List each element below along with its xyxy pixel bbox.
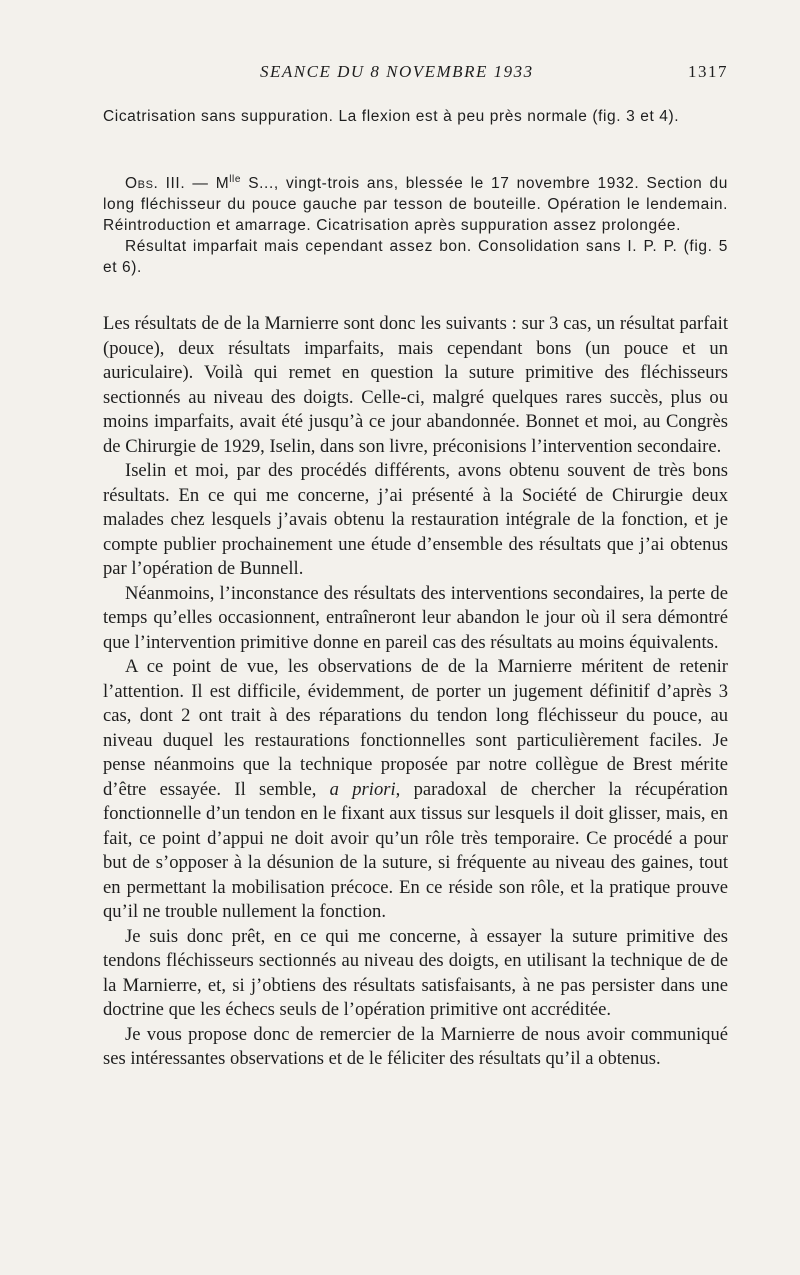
patient-sup: lle bbox=[229, 174, 242, 185]
paragraph-6: Je vous propose donc de remercier de la Marnierre de nous avoir communiqué ses intéressantes observations et de le féliciter des résultats qu’il a obtenus. bbox=[103, 1023, 728, 1069]
header-title: SEANCE DU 8 NOVEMBRE 1933 bbox=[260, 62, 534, 81]
paragraph-2: Iselin et moi, par des procédés différents, avons obtenu souvent de très bons résultats. En ce qui me concerne, j’ai présenté à la Société de Chirurgie deux malades chez lesquels j’avais obtenu la restauration intégrale de la fonction, et je compte publier prochainement une étude d’ensemble des résultats que j’ai obtenus par l’opération de Bunnell. bbox=[103, 460, 728, 579]
running-header bbox=[100, 62, 728, 86]
page-number: 1317 bbox=[688, 62, 728, 81]
paragraph-1: Les résultats de de la Marnierre sont donc les suivants : sur 3 cas, un résultat parfait (pouce), deux résultats imparfaits, mais cependant bons (un pouce et un auriculaire). Voilà qui remet en question la suture primitive des fléchisseurs sectionnés au niveau des doigts. Celle-ci, malgré quelques rares succès, plus ou moins imparfaits, avait été jusqu’à ce jour abandonnée. Bonnet et moi, au Congrès de Chirurgie de 1929, Iselin, dans son livre, préconisions l’intervention secondaire. bbox=[103, 313, 728, 457]
observation-label: Obs. III. bbox=[125, 175, 186, 193]
patient-prefix: M bbox=[215, 175, 230, 193]
observation-three-text bbox=[103, 169, 728, 236]
paragraph-3: Néanmoins, l’inconstance des résultats des interventions secondaires, la perte de temps qu’elles occasionnent, entraîneront leur abandon le jour où il sera démontré que l’intervention primitive donne en pareil cas des résultats au moins équivalents. bbox=[103, 582, 728, 653]
observation-dash: — bbox=[185, 175, 216, 193]
observation-result: Résultat imparfait mais cependant assez bon. Consolidation sans I. P. P. (fig. 5 et 6). bbox=[103, 238, 728, 277]
observation-line: Cicatrisation sans suppuration. La flexion est à peu près normale (fig. 3 et 4). bbox=[103, 108, 680, 125]
observation-three bbox=[103, 169, 728, 278]
paragraph-4-start: A ce point de vue, les observations de de la Marnierre méritent de retenir l’attention. Il est difficile, évidemment, de porter un jugement définitif d’après 3 cas, dont 2 ont trait à des réparations du tendon long fléchisseur du pouce, au niveau duquel les restaurations fonctionnelles sont particulièrement faciles. Je pense néanmoins que la technique proposée par notre collègue de Brest mérite d’être essayée. Il semble, bbox=[103, 656, 728, 800]
paragraph-4-italic: a priori bbox=[329, 778, 396, 800]
paragraph-4-end: , paradoxal de chercher la récupération fonctionnelle d’un tendon en le fixant aux tissus sur lesquels il doit glisser, mais, en fait, ce point d’appui ne doit avoir qu’un rôle très temporaire. Ce procédé a pour but de s’opposer à la désunion de la suture, si fréquente au niveau des gaines, tout en permettant la mobilisation précoce. En ce réside son rôle, et la pratique prouve qu’il ne trouble nullement la fonction. bbox=[103, 778, 728, 922]
observation-body: S..., vingt-trois ans, blessée le 17 novembre 1932. Section du long fléchisseur du pouce gauche par tesson de bouteille. Opération le lendemain. Réintroduction et amarrage. Cicatrisation après suppuration assez prolongée. bbox=[103, 175, 729, 235]
observation-continuation bbox=[103, 106, 728, 127]
paragraph-5: Je suis donc prêt, en ce qui me concerne, à essayer la suture primitive des tendons fléchisseurs sectionnés au niveau des doigts, en utilisant la technique de de la Marnierre, et, si j’obtiens des résultats satisfaisants, à ne pas persister dans une doctrine que les échecs seuls de l’opération primitive ont accréditée. bbox=[103, 925, 728, 1020]
paragraph-4 bbox=[103, 655, 728, 925]
main-text bbox=[103, 312, 728, 1072]
